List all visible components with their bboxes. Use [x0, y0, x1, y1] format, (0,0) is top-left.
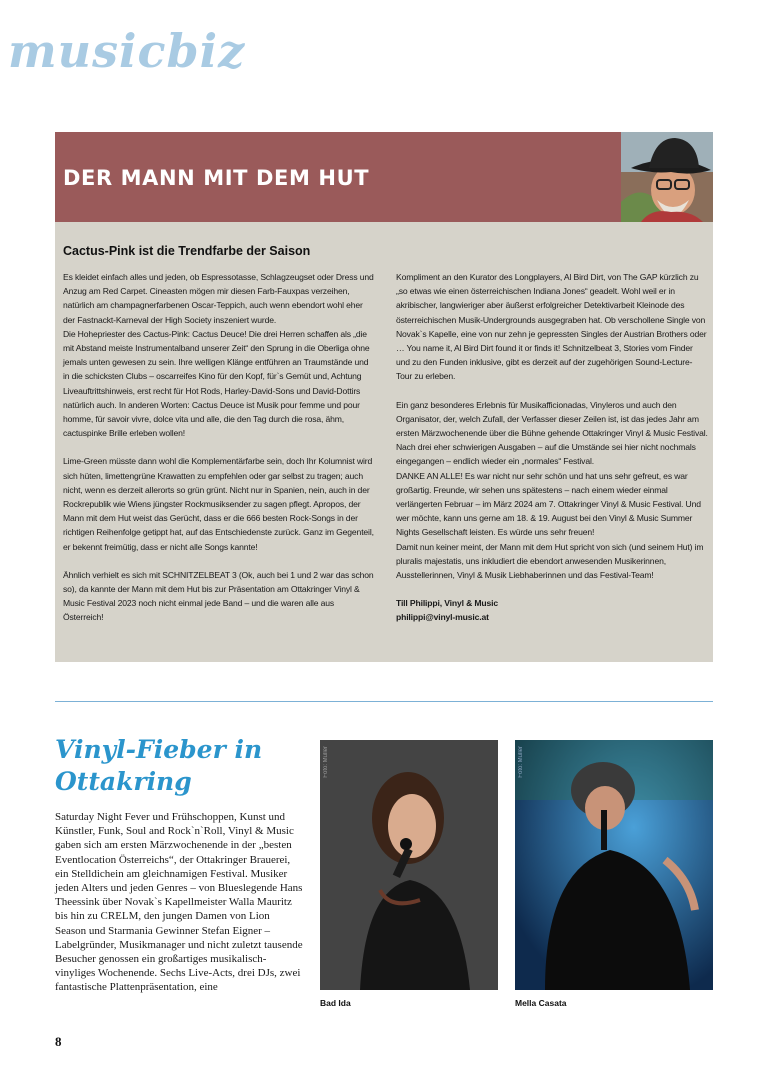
- photo-bad-ida: [320, 740, 498, 990]
- paragraph: Ein ganz besonderes Erlebnis für Musikafficionadas, Vinyleros und auch den Organisator, der, welch Zufall, der Verfasser dieser Zeilen ist, ist das jedes Jahr am ersten Märzwochenende über die Bühne gehende Ottakringer Vinyl & Music Festival. Nach drei eher schwierigen Ausgaben – auf die Umstände sei hier nicht nochmals eingegangen – endlich wieder ein „normales“ Festival.: [396, 399, 708, 467]
- column-text-right: [396, 270, 708, 625]
- column-header: [55, 132, 713, 222]
- paragraph: Die Hohepriester des Cactus-Pink: Cactus Deuce! Die drei Herren schaffen als „die mit Abstand meiste Instrumentalband unserer Zeit“ den Sprung in die Oberliga ohne jemals unten gewesen zu sein. Ihre welligen Klänge entführen an Traumstände und in die schicksten Clubs – oscarreifes Kino für den Kopf, für`s Gemüt und, Achtung Liveauftrittshinweis, erst recht für Hot Rods, Harley-David-Sons und David-Dottirs natürlich auch. In anderen Worten: Cactus Deuce ist Musik pour femme und pour homme, für savoir vivre, dolce vita und alle, die den Tag durch die rosa, ähm, cactuspinke Brille erleben wollen!: [63, 328, 370, 439]
- paragraph: Lime-Green müsste dann wohl die Komplementärfarbe sein, doch Ihr Kolumnist wird sich hüten, limettengrüne Krawatten zu empfehlen oder gar selbst zu tragen; auch nicht, wenn es derzeit allerorts so grün grünt. Nicht nur in Spanien, nein, auch in der Rockrepublik wie Wiens jüngster Rockmusiksender zu sagen pflegt. Apropos, der Mann mit dem Hut weist das Gerücht, dass er die 666 besten Rock-Songs in der richtigen Reihenfolge getippt hat, auf das Entschiedenste zurück. Ganz im Gegenteil, er bekennt freimütig, dass er nicht alle Songs kannte!: [63, 456, 374, 552]
- author-signature: Till Philippi, Vinyl & Music: [396, 598, 498, 609]
- photo-mella-casata: [515, 740, 713, 990]
- paragraph: Kompliment an den Kurator des Longplayers, Al Bird Dirt, von The GAP kürzlich zu „so etwas wie einen österreichischen Indiana Jones“ geadelt. Wohl weil er in akribischer, langwieriger aber äußerst erfolgreicher Detektivarbeit Kleinode des österreichischen Musik-Undergrounds ausgegraben hat. Ob verschollene Single von Novak`s Kapelle, eine von nur zehn je gepressten Singles der Austrian Brothers oder … You name it, Al Bird Dirt found it or finds it! Schnitzelbeat 3, Stories vom Finder und zu den Funden inklusive, gibt es derzeit auf der zugehörigen Sound-Lecture-Tour zu erleben.: [396, 272, 707, 382]
- author-portrait: [621, 132, 713, 222]
- paragraph: DANKE AN ALLE! Es war nicht nur sehr schön und hat uns sehr gefreut, es war großartig. Freunde, wir sehen uns spätestens – nach einem wieder einmal verlängerten Februar – im März 2024 am 7. Ottakringer Vinyl & Music Festival. Und wer möchte, kann uns gerne am 18. & 19. August bei den Vinyl & Music Summer Nights Gesellschaft leisten. Es würde uns sehr freuen!: [396, 470, 701, 538]
- paragraph: Ähnlich verhielt es sich mit SCHNITZELBEAT 3 (Ok, auch bei 1 und 2 war das schon so), da kannte der Mann mit dem Hut bis zur Präsentation am Ottakringer Vinyl & Music Festival 2023 noch nicht einmal jede Band – und die waren alle aus Österreich!: [63, 569, 374, 623]
- photo-caption: Mella Casata: [515, 998, 567, 1008]
- author-email-link[interactable]: philippi@vinyl-music.at: [396, 612, 489, 623]
- magazine-section-logo: musicbiz: [8, 24, 246, 78]
- paragraph: Es kleidet einfach alles und jeden, ob Espressotasse, Schlagzeugset oder Dress und Anzug am Red Carpet. Cineasten mögen mir diesen Farb-Fauxpas verzeihen, natürlich am champagnerfarbenen Oscar-Teppich, auch wenn ebendort wohl eher der Fastnackt-Karneval der High Society inszeniert wurde.: [63, 272, 374, 325]
- paragraph: Damit nun keiner meint, der Mann mit dem Hut spricht von sich (und seinem Hut) im pluralis majestatis, uns inkludiert die ebendort anwesenden Musikerinnen, Ausstellerinnen, Vinyl & Musik Liebhaberinnen und das Festival-Team!: [396, 541, 704, 581]
- feature-headline: Vinyl-Fieber in Ottakring: [55, 735, 263, 796]
- photo-caption: Bad Ida: [320, 998, 351, 1008]
- column-text-left: [63, 270, 375, 639]
- feature-body-text: Saturday Night Fever und Frühschoppen, Kunst und Künstler, Funk, Soul and Rock`n`Roll, Vinyl & Music gaben sich am ersten Märzwochenende in der „besten Eventlocation Österreichs“, der Ottakringer Brauerei, ein Stelldichein am gleichnamigen Festival. Musiker jeden Alters und jeden Genres – von Blueslegende Hans Theessink über Novak`s Kapellmeister Walla Mauritz bis hin zu CRELM, den jungen Damen von Lion Season und Starmania Gewinner Stefan Eigner – Labelgründer, Musikmanager und nicht zuletzt tausende Besucher genossen ein großartiges musikalisch-vinyliges Wochenende. Sechs Live-Acts, drei DJs, zwei fantastische Plattenpräsentation, eine: [55, 811, 303, 994]
- column-subhead: Cactus-Pink ist die Trendfarbe der Saison: [63, 244, 311, 258]
- column-box: [55, 132, 713, 662]
- section-divider: [55, 701, 713, 702]
- photo-credit: Foto: Müller: [518, 746, 524, 778]
- column-title: DER MANN MIT DEM HUT: [63, 166, 370, 190]
- photo-credit: Foto: Müller: [323, 746, 329, 778]
- page-number: 8: [55, 1034, 62, 1049]
